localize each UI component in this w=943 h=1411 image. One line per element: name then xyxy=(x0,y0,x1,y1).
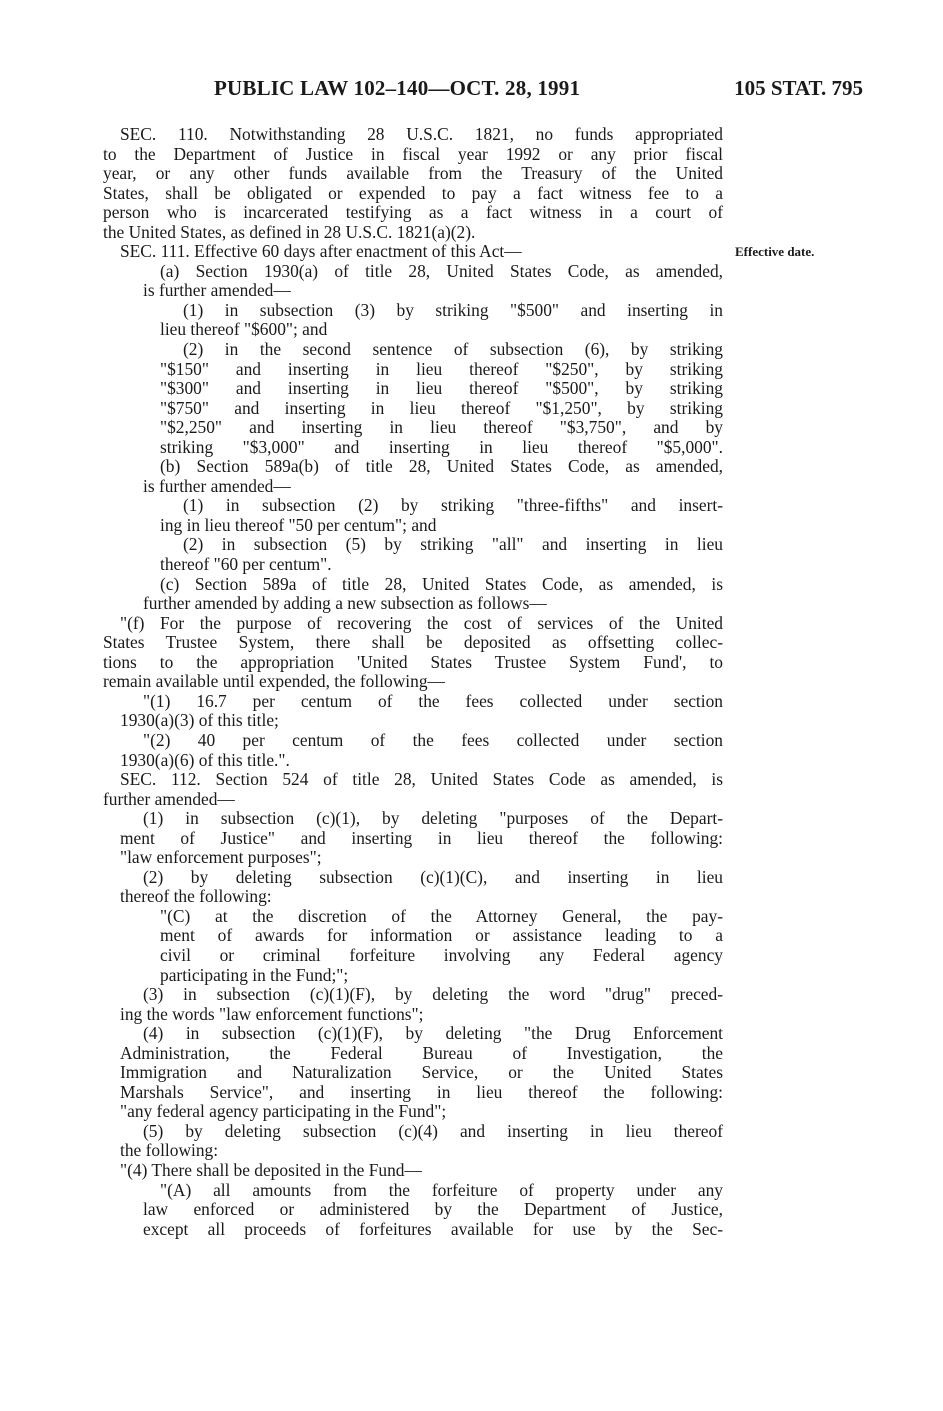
text-line: thereof the following: xyxy=(120,886,272,907)
text-line: remain available until expended, the following— xyxy=(103,671,445,692)
text-line: (b) Section 589a(b) of title 28, United States Code, as amended, xyxy=(160,456,723,477)
text-line: ing in lieu thereof "50 per centum"; and xyxy=(160,514,437,535)
text-line: participating in the Fund;"; xyxy=(160,964,349,985)
text-line: the United States, as defined in 28 U.S.C. 1821(a)(2). xyxy=(103,221,476,242)
text-line: (3) in subsection (c)(1)(F), by deleting the word "drug" preced- xyxy=(143,984,723,1005)
text-line: "any federal agency participating in the Fund"; xyxy=(120,1101,447,1122)
statute-body xyxy=(103,125,723,1239)
text-line: "(2) 40 per centum of the fees collected under section xyxy=(143,729,723,750)
text-line: SEC. 112. Section 524 of title 28, United States Code as amended, is xyxy=(120,769,723,790)
text-line: (1) in subsection (c)(1), by deleting "purposes of the Depart- xyxy=(143,808,723,829)
page-number: 105 STAT. 795 xyxy=(734,76,863,100)
text-line: (1) in subsection (3) by striking "$500" and inserting in xyxy=(183,299,723,320)
text-line: "(f) For the purpose of recovering the cost of services of the United xyxy=(120,612,723,633)
text-line: law enforced or administered by the Department of Justice, xyxy=(143,1199,723,1220)
text-line: tions to the appropriation 'United States Trustee System Fund', to xyxy=(103,651,723,672)
text-line: "$750" and inserting in lieu thereof "$1,250", by striking xyxy=(160,397,723,418)
text-line: civil or criminal forfeiture involving any Federal agency xyxy=(160,944,723,965)
text-line: SEC. 110. Notwithstanding 28 U.S.C. 1821, no funds appropriated xyxy=(120,124,723,144)
text-line: "(1) 16.7 per centum of the fees collected under section xyxy=(143,690,723,711)
text-line: the following: xyxy=(120,1140,219,1161)
text-line: to the Department of Justice in fiscal year 1992 or any prior fiscal xyxy=(103,143,723,164)
text-line: (5) by deleting subsection (c)(4) and inserting in lieu thereof xyxy=(143,1120,723,1141)
text-line: ing the words "law enforcement functions"; xyxy=(120,1003,424,1024)
text-line: striking "$3,000" and inserting in lieu thereof "$5,000". xyxy=(160,436,723,457)
text-line: Administration, the Federal Bureau of Investigation, the xyxy=(120,1042,723,1063)
text-line: (2) in subsection (5) by striking "all" and inserting in lieu xyxy=(183,534,723,555)
text-line: States Trustee System, there shall be deposited as offsetting collec- xyxy=(103,632,723,653)
text-line: (2) by deleting subsection (c)(1)(C), and inserting in lieu xyxy=(143,866,723,887)
text-line: (2) in the second sentence of subsection (6), by striking xyxy=(183,339,723,360)
text-line: further amended— xyxy=(103,788,235,809)
text-line: person who is incarcerated testifying as a fact witness in a court of xyxy=(103,202,723,223)
text-line: is further amended— xyxy=(143,280,291,301)
text-line: (1) in subsection (2) by striking "three-fifths" and insert- xyxy=(183,495,723,516)
text-line: is further amended— xyxy=(143,475,291,496)
text-line: ment of Justice" and inserting in lieu thereof the following: xyxy=(120,827,723,848)
text-line: further amended by adding a new subsection as follows— xyxy=(143,593,547,614)
text-line: thereof "60 per centum". xyxy=(160,554,332,575)
text-line: SEC. 111. Effective 60 days after enactment of this Act— xyxy=(120,241,522,262)
text-line: (a) Section 1930(a) of title 28, United States Code, as amended, xyxy=(160,260,723,281)
text-line: 1930(a)(6) of this title.". xyxy=(120,749,290,770)
text-line: (4) in subsection (c)(1)(F), by deleting "the Drug Enforcement xyxy=(143,1023,723,1044)
text-line: 1930(a)(3) of this title; xyxy=(120,710,279,731)
text-line: "$300" and inserting in lieu thereof "$500", by striking xyxy=(160,378,723,399)
text-line: "(C) at the discretion of the Attorney General, the pay- xyxy=(160,905,723,926)
text-line: year, or any other funds available from the Treasury of the United xyxy=(103,163,723,184)
text-line: Marshals Service", and inserting in lieu thereof the following: xyxy=(120,1081,723,1102)
text-line: States, shall be obligated or expended to pay a fact witness fee to a xyxy=(103,182,723,203)
text-line: "law enforcement purposes"; xyxy=(120,847,322,868)
text-line: "(4) There shall be deposited in the Fund— xyxy=(120,1159,422,1180)
text-line: Immigration and Naturalization Service, or the United States xyxy=(120,1062,723,1083)
running-header-title: PUBLIC LAW 102–140—OCT. 28, 1991 xyxy=(214,76,581,100)
text-line: except all proceeds of forfeitures available for use by the Sec- xyxy=(143,1218,723,1239)
text-line: (c) Section 589a of title 28, United States Code, as amended, is xyxy=(160,573,723,594)
text-line: ment of awards for information or assistance leading to a xyxy=(160,925,723,946)
text-line: lieu thereof "$600"; and xyxy=(160,319,328,340)
text-line: "$150" and inserting in lieu thereof "$250", by striking xyxy=(160,358,723,379)
text-line: "$2,250" and inserting in lieu thereof "$3,750", and by xyxy=(160,417,723,438)
margin-note-effective-date: Effective date. xyxy=(735,244,815,259)
text-line: "(A) all amounts from the forfeiture of property under any xyxy=(160,1179,723,1200)
